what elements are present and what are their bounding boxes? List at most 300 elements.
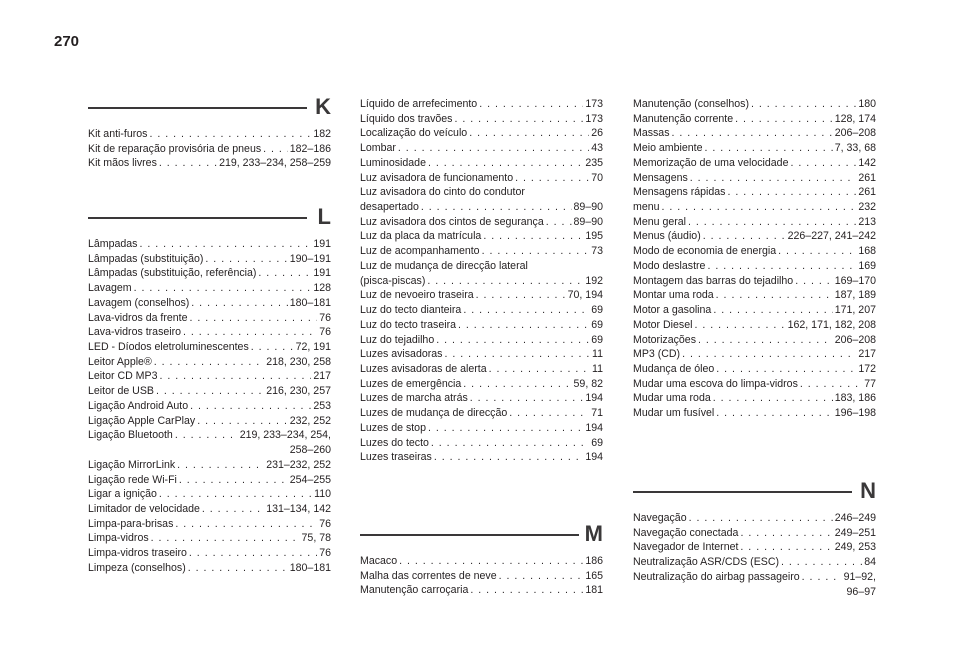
dot-leader <box>428 156 583 171</box>
index-entry-term: Luzes avisadoras de alerta <box>360 362 487 375</box>
index-entry-pages: 75, 78 <box>301 532 331 545</box>
index-entry <box>360 421 603 436</box>
index-entry <box>88 384 331 399</box>
section-letter-k: K <box>315 94 331 119</box>
index-entry-pages: 191 <box>313 238 331 250</box>
index-entry <box>360 244 603 259</box>
index-entry <box>633 244 876 259</box>
dot-leader <box>716 406 833 421</box>
index-entry-pages: 162, 171, 182, 208 <box>787 318 876 331</box>
index-entry-term: Luz do tecto traseira <box>360 318 456 331</box>
index-entry-pages: 192 <box>585 274 603 287</box>
index-entry <box>360 554 603 569</box>
index-entry <box>633 570 876 585</box>
index-entry-pages-continued: 258–260 <box>289 444 331 457</box>
index-entry-pages: 232, 252 <box>289 414 331 427</box>
index-entry-term: Meio ambiente <box>633 142 703 155</box>
index-entry-pages: 43 <box>591 142 603 155</box>
index-entry-pages: 194 <box>585 451 603 464</box>
index-entry <box>360 333 603 348</box>
index-entry-pages: 171, 207 <box>834 304 876 317</box>
dot-leader <box>482 244 590 259</box>
dot-leader <box>469 126 589 141</box>
index-entry-pages: 232 <box>858 201 876 214</box>
index-entry-term: Kit anti-furos <box>88 128 148 140</box>
index-entry <box>633 347 876 362</box>
index-entry <box>633 97 876 112</box>
index-entry-term: Luz avisadora de funcionamento <box>360 171 514 184</box>
index-entry-pages: 187, 189 <box>834 289 876 302</box>
section-rule <box>633 491 852 493</box>
index-entry-pages: 219, 233–234, 258–259 <box>219 157 331 170</box>
index-entry <box>360 141 603 156</box>
dot-leader <box>800 377 862 392</box>
dot-leader <box>427 274 583 289</box>
index-entry <box>88 127 331 142</box>
index-entry-pages: 71 <box>591 407 603 420</box>
index-entry-pages: 128 <box>313 282 331 295</box>
dot-leader <box>470 583 583 598</box>
index-entry-pages: 191 <box>313 267 331 280</box>
index-entry <box>360 215 603 230</box>
dot-leader <box>688 215 856 230</box>
dot-leader <box>790 156 856 171</box>
dot-leader <box>134 281 312 296</box>
section-header-n <box>633 479 876 503</box>
dot-leader <box>690 171 857 186</box>
dot-leader <box>263 142 288 157</box>
index-entry-pages: 72, 191 <box>295 341 331 354</box>
index-entry <box>88 340 331 355</box>
index-entry-term: Modo de economia de energia <box>633 245 777 258</box>
section-letter-l: L <box>317 204 331 229</box>
index-entry-term: Limpa-vidros <box>88 532 149 545</box>
dot-leader <box>191 296 287 311</box>
section-l-continued <box>360 97 603 465</box>
dot-leader <box>444 347 590 362</box>
index-entry <box>360 112 603 127</box>
index-entry <box>633 229 876 244</box>
index-entry-term: Lavagem <box>88 282 132 295</box>
index-entry-term: Luz avisadora dos cintos de segurança <box>360 215 544 228</box>
index-entry-term: Luz de nevoeiro traseira <box>360 289 474 302</box>
index-entry <box>88 142 331 157</box>
index-entry-pages: 70, 194 <box>567 289 603 302</box>
index-entry-term: Mudar um fusível <box>633 407 715 420</box>
dot-leader <box>689 511 833 526</box>
index-entry-pages: 218, 230, 258 <box>266 355 331 368</box>
section-rule <box>88 107 307 109</box>
index-entry-term: Luzes de marcha atrás <box>360 392 468 405</box>
index-entry <box>633 362 876 377</box>
index-entry-pages: 173 <box>585 98 603 110</box>
index-entry-term: Manutenção corrente <box>633 112 734 125</box>
index-entry-term: Luz do tecto dianteira <box>360 304 462 317</box>
index-entry-term: Líquido de arrefecimento <box>360 98 478 110</box>
dot-leader <box>713 391 833 406</box>
dot-leader <box>183 325 317 340</box>
index-entry-pages: 216, 230, 257 <box>266 385 331 398</box>
index-entry <box>633 185 876 200</box>
index-entry-pages: 217 <box>313 370 331 383</box>
index-entry <box>88 517 331 532</box>
index-entry-term: Macaco <box>360 555 398 567</box>
dot-leader <box>197 414 288 429</box>
index-entry <box>633 511 876 526</box>
index-entry-term: Lâmpadas <box>88 238 138 250</box>
index-entry-term: Luz do tejadilho <box>360 333 435 346</box>
index-entry-term: Navegação conectada <box>633 526 739 539</box>
dot-leader <box>159 369 311 384</box>
dot-leader <box>546 215 572 230</box>
index-entry <box>633 540 876 555</box>
index-entry-term: Localização do veículo <box>360 127 468 140</box>
index-entry-term: Modo deslastre <box>633 259 706 272</box>
dot-leader <box>740 540 832 555</box>
dot-leader <box>682 347 856 362</box>
index-entry <box>88 369 331 384</box>
dot-leader <box>436 333 589 348</box>
index-entry <box>88 281 331 296</box>
index-entry <box>360 436 603 451</box>
dot-leader <box>662 200 857 215</box>
index-entry <box>633 406 876 421</box>
dot-leader <box>139 237 311 252</box>
index-entry-pages: 26 <box>591 127 603 140</box>
index-entry-pages: 89–90 <box>573 201 603 214</box>
dot-leader <box>781 555 862 570</box>
index-entry <box>360 362 603 377</box>
index-entry-pages: 173 <box>585 112 603 125</box>
index-entry <box>633 274 876 289</box>
index-entry-pages: 180–181 <box>289 296 331 309</box>
index-entry-term: Mensagens <box>633 171 688 184</box>
entry-list-n <box>633 511 876 599</box>
dot-leader <box>694 318 785 333</box>
dot-leader <box>205 252 287 267</box>
index-entry-term: Luzes traseiras <box>360 451 432 464</box>
index-entry <box>88 531 331 546</box>
index-entry-pages: 76 <box>319 311 331 324</box>
index-entry-pages: 194 <box>585 392 603 405</box>
index-entry <box>88 325 331 340</box>
dot-leader <box>258 266 311 281</box>
index-entry-pages: 128, 174 <box>834 112 876 125</box>
dot-leader <box>499 569 584 584</box>
index-entry <box>633 200 876 215</box>
entry-list-l-continued <box>360 97 603 465</box>
section-header-l <box>88 205 331 229</box>
index-entry-pages: 254–255 <box>289 473 331 486</box>
index-entry-pages: 69 <box>591 333 603 346</box>
index-entry-pages: 69 <box>591 436 603 449</box>
index-entry-pages: 213 <box>858 215 876 228</box>
index-entry-term: Malha das correntes de neve <box>360 569 497 582</box>
index-entry <box>633 333 876 348</box>
dot-leader <box>479 97 583 112</box>
index-entry-term: Navegação <box>633 512 687 524</box>
index-entry-term: menu <box>633 201 660 214</box>
index-entry-pages: 180–181 <box>289 561 331 574</box>
index-entry-pages: 194 <box>585 421 603 434</box>
index-entry-term: Lâmpadas (substituição, referência) <box>88 267 257 280</box>
section-header-k <box>88 95 331 119</box>
index-entry <box>360 406 603 421</box>
section-rule <box>360 534 579 536</box>
dot-leader <box>434 450 583 465</box>
index-entry-term: Manutenção (conselhos) <box>633 98 750 110</box>
index-entry-term: Luzes de stop <box>360 421 426 434</box>
index-entry-term: Navegador de Internet <box>633 541 739 554</box>
entry-list-l <box>88 237 331 576</box>
entry-list-k <box>88 127 331 171</box>
index-entry-term: Motor Diesel <box>633 318 693 331</box>
index-entry-pages: 110 <box>314 488 331 501</box>
index-entry-term: Montagem das barras do tejadilho <box>633 274 794 287</box>
dot-leader <box>151 531 300 546</box>
dot-leader <box>707 259 856 274</box>
index-entry-term-line: Luz avisadora do cinto do condutor <box>360 186 525 199</box>
index-entry-term: Memorização de uma velocidade <box>633 156 789 169</box>
index-entry <box>360 274 603 289</box>
index-entry-term: Menu geral <box>633 215 686 228</box>
index-entry-pages: 206–208 <box>834 333 876 346</box>
index-entry-pages: 84 <box>864 556 876 569</box>
index-entry-pages: 219, 233–234, 254, <box>239 429 331 442</box>
dot-leader <box>727 185 856 200</box>
index-entry-term: Luzes do tecto <box>360 436 429 449</box>
dot-leader <box>159 487 312 502</box>
index-entry-term: Luz da placa da matrícula <box>360 230 482 243</box>
index-entry <box>633 526 876 541</box>
index-entry-term: (pisca-piscas) <box>360 274 426 287</box>
index-entry-pages: 226–227, 241–242 <box>787 230 876 243</box>
index-entry-pages: 181 <box>585 584 603 597</box>
index-entry <box>360 450 603 465</box>
index-entry-pages: 131–134, 142 <box>266 502 331 515</box>
index-entry <box>360 126 603 141</box>
index-entry-term: Montar uma roda <box>633 289 714 302</box>
section-l <box>88 205 331 576</box>
index-entry-term: Lava-vidros da frente <box>88 311 188 324</box>
dot-leader <box>463 303 589 318</box>
index-entry-term: Limitador de velocidade <box>88 502 200 515</box>
index-entry-term: Luminosidade <box>360 156 426 169</box>
index-entry-term: desapertado <box>360 201 419 214</box>
index-entry-pages: 246–249 <box>834 512 876 524</box>
index-entry <box>633 156 876 171</box>
index-entry <box>633 112 876 127</box>
dot-leader <box>705 141 833 156</box>
dot-leader <box>476 288 566 303</box>
dot-leader <box>190 399 311 414</box>
index-entry <box>88 252 331 267</box>
index-entry <box>88 266 331 281</box>
dot-leader <box>740 526 832 541</box>
index-entry <box>88 237 331 252</box>
page-number: 270 <box>54 33 80 50</box>
dot-leader <box>159 156 217 171</box>
index-entry <box>360 377 603 392</box>
dot-leader <box>251 340 294 355</box>
index-entry-pages: 142 <box>858 156 876 169</box>
index-entry-term: Ligação Android Auto <box>88 399 189 412</box>
index-entry-pages: 249, 253 <box>834 541 876 554</box>
index-entry-term: Limpeza (conselhos) <box>88 561 186 574</box>
index-entry-pages: 249–251 <box>834 526 876 539</box>
dot-leader <box>698 333 833 348</box>
index-entry-term: Leitor Apple® <box>88 355 152 368</box>
index-entry <box>88 296 331 311</box>
index-entry-term: Ligação Apple CarPlay <box>88 414 196 427</box>
index-entry-term: Leitor de USB <box>88 385 154 398</box>
index-entry <box>88 546 331 561</box>
dot-leader <box>483 229 583 244</box>
index-entry-pages: 172 <box>858 362 876 375</box>
index-entry <box>360 171 603 186</box>
index-entry-term-line: Luz de mudança de direcção lateral <box>360 259 528 272</box>
index-entry <box>360 156 603 171</box>
index-entry <box>88 458 331 473</box>
index-entry <box>360 583 603 598</box>
index-entry-term: Motorizações <box>633 333 696 346</box>
dot-leader <box>431 436 589 451</box>
index-entry <box>633 303 876 318</box>
dot-leader <box>190 311 318 326</box>
dot-leader <box>795 274 833 289</box>
index-entry-pages: 168 <box>858 245 876 258</box>
index-entry-term: Mudar uma roda <box>633 392 711 405</box>
dot-leader <box>399 554 583 569</box>
index-entry <box>633 318 876 333</box>
dot-leader <box>454 112 583 127</box>
index-entry <box>360 569 603 584</box>
dot-leader <box>175 517 317 532</box>
index-entry-term: Ligação Bluetooth <box>88 429 173 442</box>
index-entry-term: Ligação MirrorLink <box>88 458 176 471</box>
dot-leader <box>458 318 589 333</box>
index-entry-term: Luzes avisadoras <box>360 348 443 361</box>
index-entry <box>633 288 876 303</box>
index-entry-term: MP3 (CD) <box>633 348 681 361</box>
dot-leader <box>156 384 264 399</box>
section-rule <box>88 217 307 219</box>
section-k <box>88 95 331 171</box>
index-entry-term: Leitor CD MP3 <box>88 370 158 383</box>
dot-leader <box>428 421 583 436</box>
index-entry <box>360 318 603 333</box>
section-n <box>633 479 876 599</box>
index-entry-pages: 91–92, <box>843 570 876 583</box>
dot-leader <box>463 377 571 392</box>
index-entry-pages: 231–232, 252 <box>266 458 331 471</box>
index-entry <box>88 355 331 370</box>
index-entry-term: Kit de reparação provisória de pneus <box>88 142 262 155</box>
index-entry <box>88 414 331 429</box>
index-entry-pages: 11 <box>592 348 603 361</box>
dot-leader <box>703 229 786 244</box>
index-entry-pages: 182 <box>313 128 331 140</box>
index-entry-term: Ligação rede Wi-Fi <box>88 473 177 486</box>
index-entry-term: Limpa-vidros traseiro <box>88 547 187 560</box>
index-entry-pages: 69 <box>591 304 603 317</box>
index-entry <box>360 288 603 303</box>
dot-leader <box>802 570 842 585</box>
dot-leader <box>421 200 572 215</box>
index-entry <box>88 399 331 414</box>
entry-list-m <box>360 554 603 598</box>
index-entry <box>360 229 603 244</box>
dot-leader <box>179 473 288 488</box>
index-entry-pages: 59, 82 <box>573 377 603 390</box>
index-entry-pages: 165 <box>585 569 603 582</box>
index-entry <box>633 171 876 186</box>
index-entry-term: Manutenção carroçaria <box>360 584 469 597</box>
index-entry-pages: 76 <box>319 547 331 560</box>
index-entry-term: Motor a gasolina <box>633 304 712 317</box>
index-entry-term: Luzes de mudança de direcção <box>360 407 508 420</box>
dot-leader <box>149 127 311 142</box>
index-entry-pages: 180 <box>858 98 876 110</box>
index-entry <box>88 311 331 326</box>
index-entry-term: Líquido dos travões <box>360 112 453 125</box>
index-entry-term: Lombar <box>360 142 396 155</box>
index-entry-pages: 89–90 <box>573 215 603 228</box>
index-entry <box>88 473 331 488</box>
dot-leader <box>398 141 589 156</box>
index-entry <box>633 126 876 141</box>
index-entry-term: Luzes de emergência <box>360 377 462 390</box>
index-entry <box>360 97 603 112</box>
index-entry-term: Lava-vidros traseiro <box>88 326 182 339</box>
index-entry <box>88 487 331 502</box>
index-entry-term: Massas <box>633 127 670 140</box>
index-entry-term: Mudança de óleo <box>633 362 715 375</box>
dot-leader <box>751 97 856 112</box>
entry-list-m-continued <box>633 97 876 421</box>
index-entry-pages: 11 <box>592 362 603 375</box>
index-entry <box>360 347 603 362</box>
index-entry-pages: 73 <box>591 245 603 258</box>
index-entry-pages: 195 <box>585 230 603 243</box>
dot-leader <box>470 391 584 406</box>
index-entry-term: Mensagens rápidas <box>633 186 726 199</box>
index-entry-pages: 253 <box>313 399 331 412</box>
index-entry-term: Ligar a ignição <box>88 488 157 501</box>
index-entry-pages: 261 <box>858 171 876 184</box>
dot-leader <box>509 406 589 421</box>
section-header-m <box>360 522 603 546</box>
index-entry-pages: 186 <box>585 555 603 567</box>
dot-leader <box>515 171 589 186</box>
index-entry <box>88 502 331 517</box>
dot-leader <box>489 362 590 377</box>
index-entry <box>633 391 876 406</box>
index-entry <box>633 259 876 274</box>
index-entry-term: Lâmpadas (substituição) <box>88 252 204 265</box>
dot-leader <box>177 458 264 473</box>
index-entry <box>360 200 603 215</box>
dot-leader <box>716 288 833 303</box>
index-entry-pages: 7, 33, 68 <box>834 142 876 155</box>
index-entry-pages: 261 <box>858 186 876 199</box>
index-entry-term: Menus (áudio) <box>633 230 701 243</box>
index-entry-pages: 76 <box>319 517 331 530</box>
index-entry <box>88 561 331 576</box>
section-m <box>360 522 603 598</box>
index-entry-pages: 196–198 <box>834 407 876 420</box>
index-entry-term: Neutralização do airbag passageiro <box>633 570 800 583</box>
